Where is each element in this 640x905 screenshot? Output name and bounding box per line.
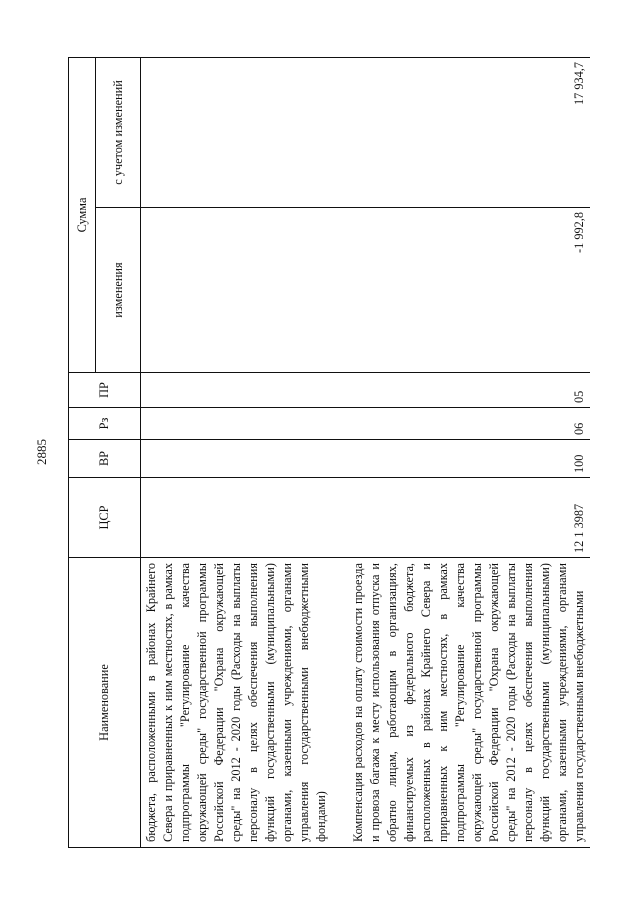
- header-pr: ПР: [69, 373, 141, 408]
- page-number: 2885: [34, 439, 49, 465]
- row-changes: -1 992,8: [348, 208, 590, 373]
- row-with-changes: 17 934,7: [348, 57, 590, 207]
- row-rz: 06: [348, 408, 590, 440]
- row-vr: 100: [348, 440, 590, 478]
- row-vr: [141, 440, 333, 478]
- row-name: бюджета, расположенными в районах Крайнего Севера и приравненных к ним местностях, в рамках подпрограммы "Регулирование качества окружающей среды" государственной программы Российской Федерации "Охрана окружающей среды" на 2012 - 2020 годы (Расходы на выплаты персоналу в целях обеспечения выполнения функций государственными (муниципальными) органами, казенными учреждениями, органами управления государственными внебюджетными фондами): [141, 558, 333, 848]
- row-rz: [141, 408, 333, 440]
- row-name: Компенсация расходов на оплату стоимости проезда и провоза багажа к месту использования отпуска и обратно лицам, работающим в организациях, финансируемых из федерального бюджета, расположенных в районах Крайнего Севера и приравненных к ним местностях, в рамках подпрограммы "Регулирование качества окружающей среды" государственной программы Российской Федерации "Охрана окружающей среды" на 2012 - 2020 годы (Расходы на выплаты персоналу в целях обеспечения выполнения функций государственными (муниципальными) органами, казенными учреждениями, органами управления государственными внебюджетными: [348, 558, 590, 848]
- table-row: [141, 57, 333, 847]
- header-vr: ВР: [69, 440, 141, 478]
- header-name: Наименование: [69, 558, 141, 848]
- header-sum: Сумма: [69, 57, 96, 372]
- row-csr: [141, 478, 333, 558]
- header-rz: Рз: [69, 408, 141, 440]
- budget-table: [68, 57, 590, 848]
- header-with-changes: с учетом изменений: [96, 57, 141, 207]
- row-pr: 05: [348, 373, 590, 408]
- header-csr: ЦСР: [69, 478, 141, 558]
- table-header: [69, 57, 141, 847]
- header-changes: изменения: [96, 208, 141, 373]
- row-with-changes: [141, 57, 333, 207]
- rotated-table-container: [68, 58, 608, 848]
- table-row: [348, 57, 590, 847]
- row-csr: 12 1 3987: [348, 478, 590, 558]
- row-pr: [141, 373, 333, 408]
- table-body: [141, 57, 591, 847]
- row-spacer: [332, 57, 348, 847]
- row-changes: [141, 208, 333, 373]
